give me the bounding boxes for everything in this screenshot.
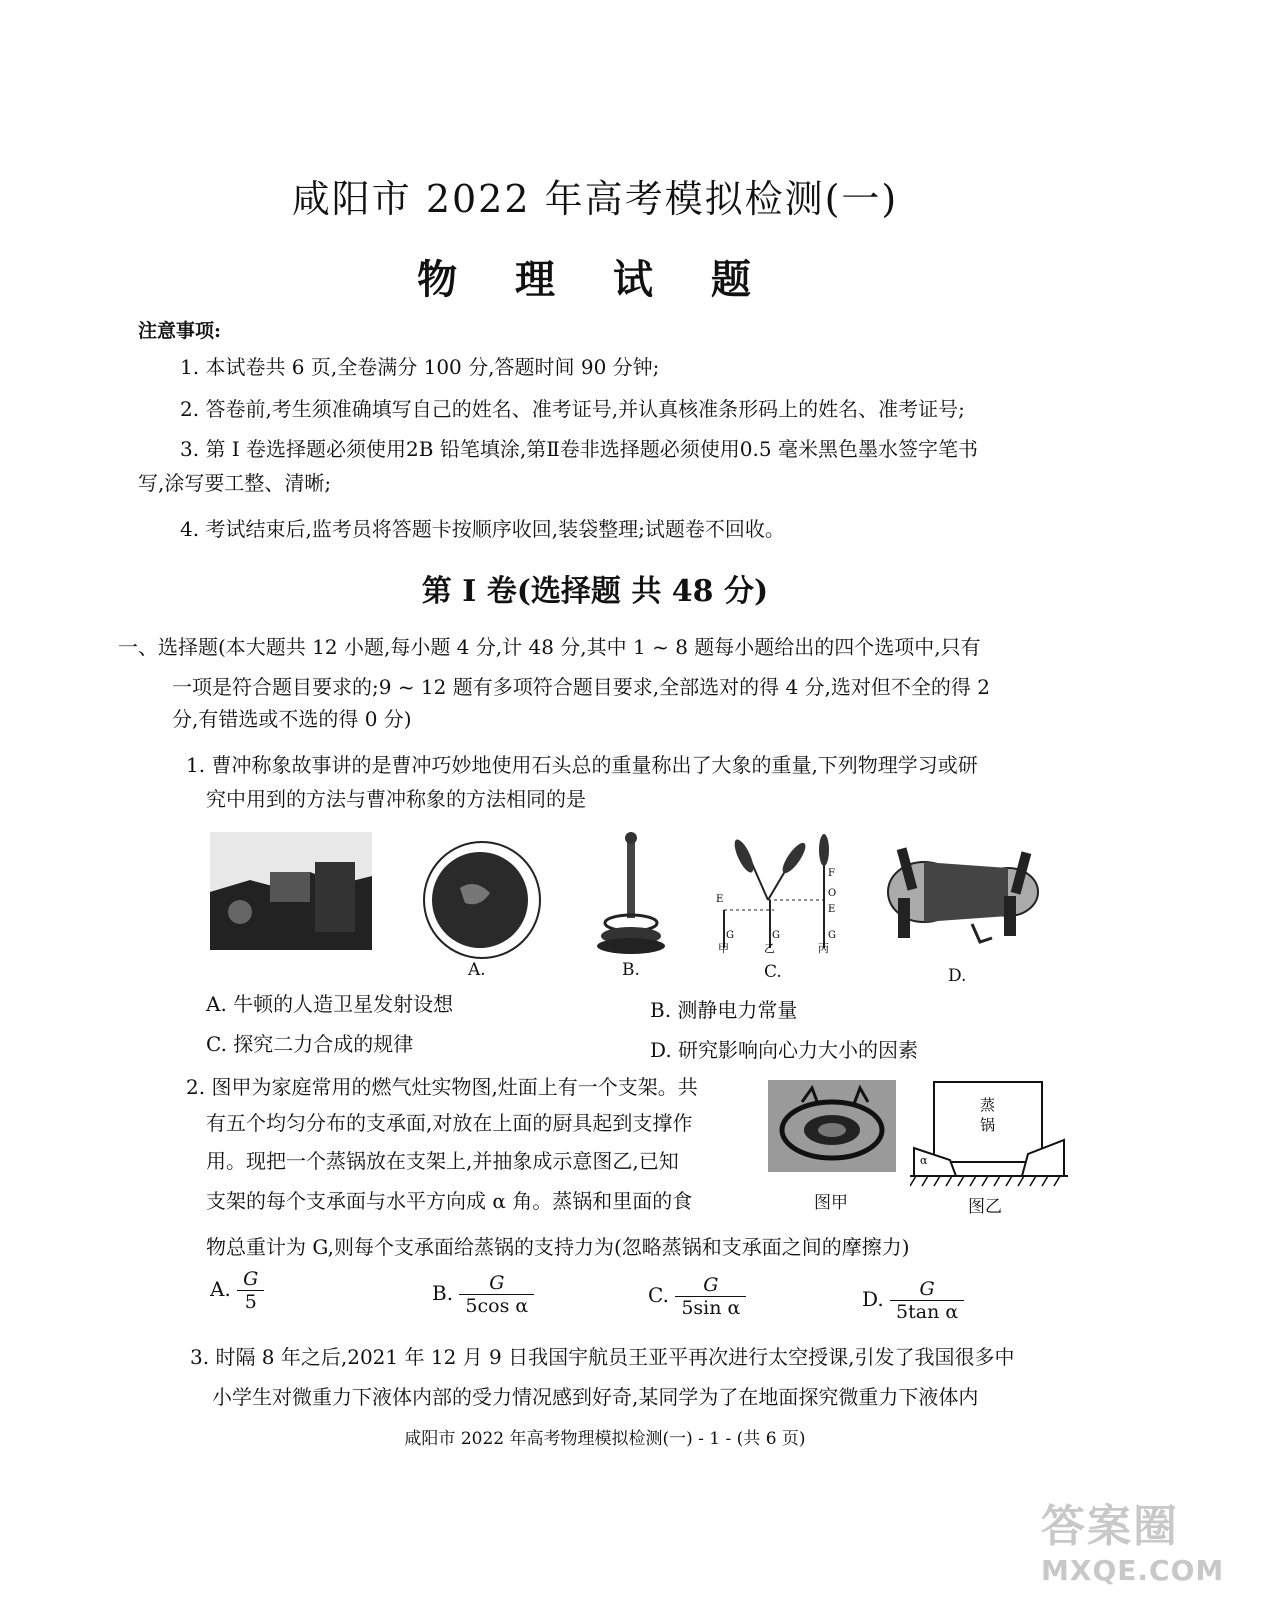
- q2-option-c-den: 5sin α: [681, 1297, 741, 1319]
- pot-label-1: 蒸: [980, 1096, 996, 1114]
- q1-option-d: D. 研究影响向心力大小的因素: [650, 1038, 919, 1062]
- q3-stem-2: 小学生对微重力下液体内部的受力情况感到好奇,某同学为了在地面探究微重力下液体内: [212, 1385, 979, 1409]
- notice-item-4: 4. 考试结束后,监考员将答题卡按顺序收回,装袋整理;试题卷不回收。: [180, 517, 785, 541]
- q2-option-b: [432, 1272, 534, 1317]
- q2-stem-4: 支架的每个支承面与水平方向成 α 角。蒸锅和里面的食: [206, 1189, 693, 1213]
- notice-item-3: 3. 第 Ⅰ 卷选择题必须使用2B 铅笔填涂,第Ⅱ卷非选择题必须使用0.5 毫米黑色墨水签字笔书: [180, 437, 978, 461]
- q2-option-b-letter: B.: [432, 1281, 454, 1305]
- exam-subtitle: 物 理 试 题: [417, 256, 773, 303]
- label-e-jia: E: [716, 894, 724, 905]
- q2-option-a-letter: A.: [210, 1277, 231, 1301]
- force-composition-image: [706, 830, 846, 954]
- fig-label-b: B.: [622, 960, 640, 980]
- notice-heading: 注意事项:: [138, 320, 222, 342]
- q2-option-c-fraction: [675, 1274, 746, 1319]
- q2-option-d: [862, 1278, 964, 1323]
- angle-alpha-label: α: [920, 1154, 928, 1167]
- q2-option-b-num: G: [459, 1272, 534, 1295]
- section-intro-3: 分,有错选或不选的得 0 分): [172, 707, 412, 731]
- q2-option-c-letter: C.: [648, 1283, 669, 1307]
- label-jia: 甲: [718, 942, 729, 954]
- notice-item-2: 2. 答卷前,考生须准确填写自己的姓名、准考证号,并认真核准条形码上的姓名、准考证号;: [180, 397, 965, 421]
- q2-option-b-fraction: [459, 1272, 534, 1317]
- torsion-balance-image: [596, 828, 666, 956]
- q2-option-b-den: 5cos α: [465, 1295, 529, 1317]
- fig-label-c: C.: [764, 962, 782, 982]
- centripetal-apparatus-image: [884, 842, 1044, 946]
- q3-stem-1: 3. 时隔 8 年之后,2021 年 12 月 9 日我国宇航员王亚平再次进行太空授课,引发了我国很多中: [190, 1345, 1015, 1369]
- watermark-bottom: MXQE.COM: [1041, 1554, 1225, 1587]
- fig-label-d: D.: [948, 966, 967, 986]
- newton-cannon-image: [210, 832, 372, 950]
- label-bing: 丙: [818, 942, 829, 954]
- q2-option-c-num: G: [675, 1274, 746, 1297]
- q1-option-a: A. 牛顿的人造卫星发射设想: [206, 992, 454, 1016]
- exam-title: 咸阳市 2022 年高考模拟检测(一): [291, 177, 899, 221]
- label-o: O: [828, 888, 837, 899]
- q1-option-c: C. 探究二力合成的规律: [206, 1032, 414, 1056]
- label-e-bing: E: [828, 904, 836, 915]
- q1-option-b: B. 测静电力常量: [650, 998, 798, 1022]
- section-title: 第 Ⅰ 卷(选择题 共 48 分): [421, 574, 769, 609]
- watermark-logo: [1041, 1490, 1231, 1590]
- notice-item-1: 1. 本试卷共 6 页,全卷满分 100 分,答题时间 90 分钟;: [180, 355, 660, 379]
- q1-stem-2: 究中用到的方法与曹冲称象的方法相同的是: [206, 787, 586, 811]
- q2-stem-3: 用。现把一个蒸锅放在支架上,并抽象成示意图乙,已知: [206, 1149, 679, 1173]
- label-g-jia: G: [726, 930, 734, 941]
- fig-jia-caption: 图甲: [814, 1193, 848, 1213]
- q2-option-a-num: G: [237, 1268, 264, 1291]
- q2-option-a-fraction: [237, 1268, 264, 1313]
- q2-option-d-letter: D.: [862, 1287, 884, 1311]
- q2-option-d-num: G: [890, 1278, 964, 1301]
- q2-stem-5: 物总重计为 G,则每个支承面给蒸锅的支持力为(忽略蒸锅和支承面之间的摩擦力): [206, 1235, 910, 1259]
- q2-stem-1: 2. 图甲为家庭常用的燃气灶实物图,灶面上有一个支架。共: [186, 1075, 698, 1099]
- earth-orbit-image: [420, 838, 544, 962]
- fig-yi-caption: 图乙: [968, 1197, 1002, 1217]
- notice-item-3-cont: 写,涂写要工整、清晰;: [138, 471, 332, 495]
- q2-option-c: [648, 1274, 746, 1319]
- pot-on-support-diagram: [910, 1078, 1068, 1188]
- label-g-bing: G: [828, 930, 836, 941]
- q2-option-a-den: 5: [244, 1291, 257, 1313]
- section-intro-1: 一、选择题(本大题共 12 小题,每小题 4 分,计 48 分,其中 1 ~ 8 题每小题给出的四个选项中,只有: [118, 635, 981, 659]
- q2-stem-2: 有五个均匀分布的支承面,对放在上面的厨具起到支撑作: [206, 1111, 693, 1135]
- label-f: F: [828, 868, 835, 879]
- q2-option-d-den: 5tan α: [896, 1301, 959, 1323]
- q2-option-d-fraction: [890, 1278, 964, 1323]
- fig-label-a: A.: [468, 960, 486, 980]
- watermark-top: 答案圈: [1041, 1501, 1179, 1552]
- gas-stove-image: [768, 1080, 896, 1172]
- q1-stem-1: 1. 曹冲称象故事讲的是曹冲巧妙地使用石头总的重量称出了大象的重量,下列物理学习或研: [186, 753, 978, 777]
- label-yi: 乙: [764, 942, 775, 954]
- q2-option-a: [210, 1268, 264, 1313]
- pot-label-2: 锅: [980, 1116, 996, 1134]
- page-footer: 咸阳市 2022 年高考物理模拟检测(一) - 1 - (共 6 页): [404, 1429, 806, 1449]
- section-intro-2: 一项是符合题目要求的;9 ~ 12 题有多项符合题目要求,全部选对的得 4 分,选对但不全的得 2: [172, 675, 990, 699]
- label-g-yi: G: [772, 930, 780, 941]
